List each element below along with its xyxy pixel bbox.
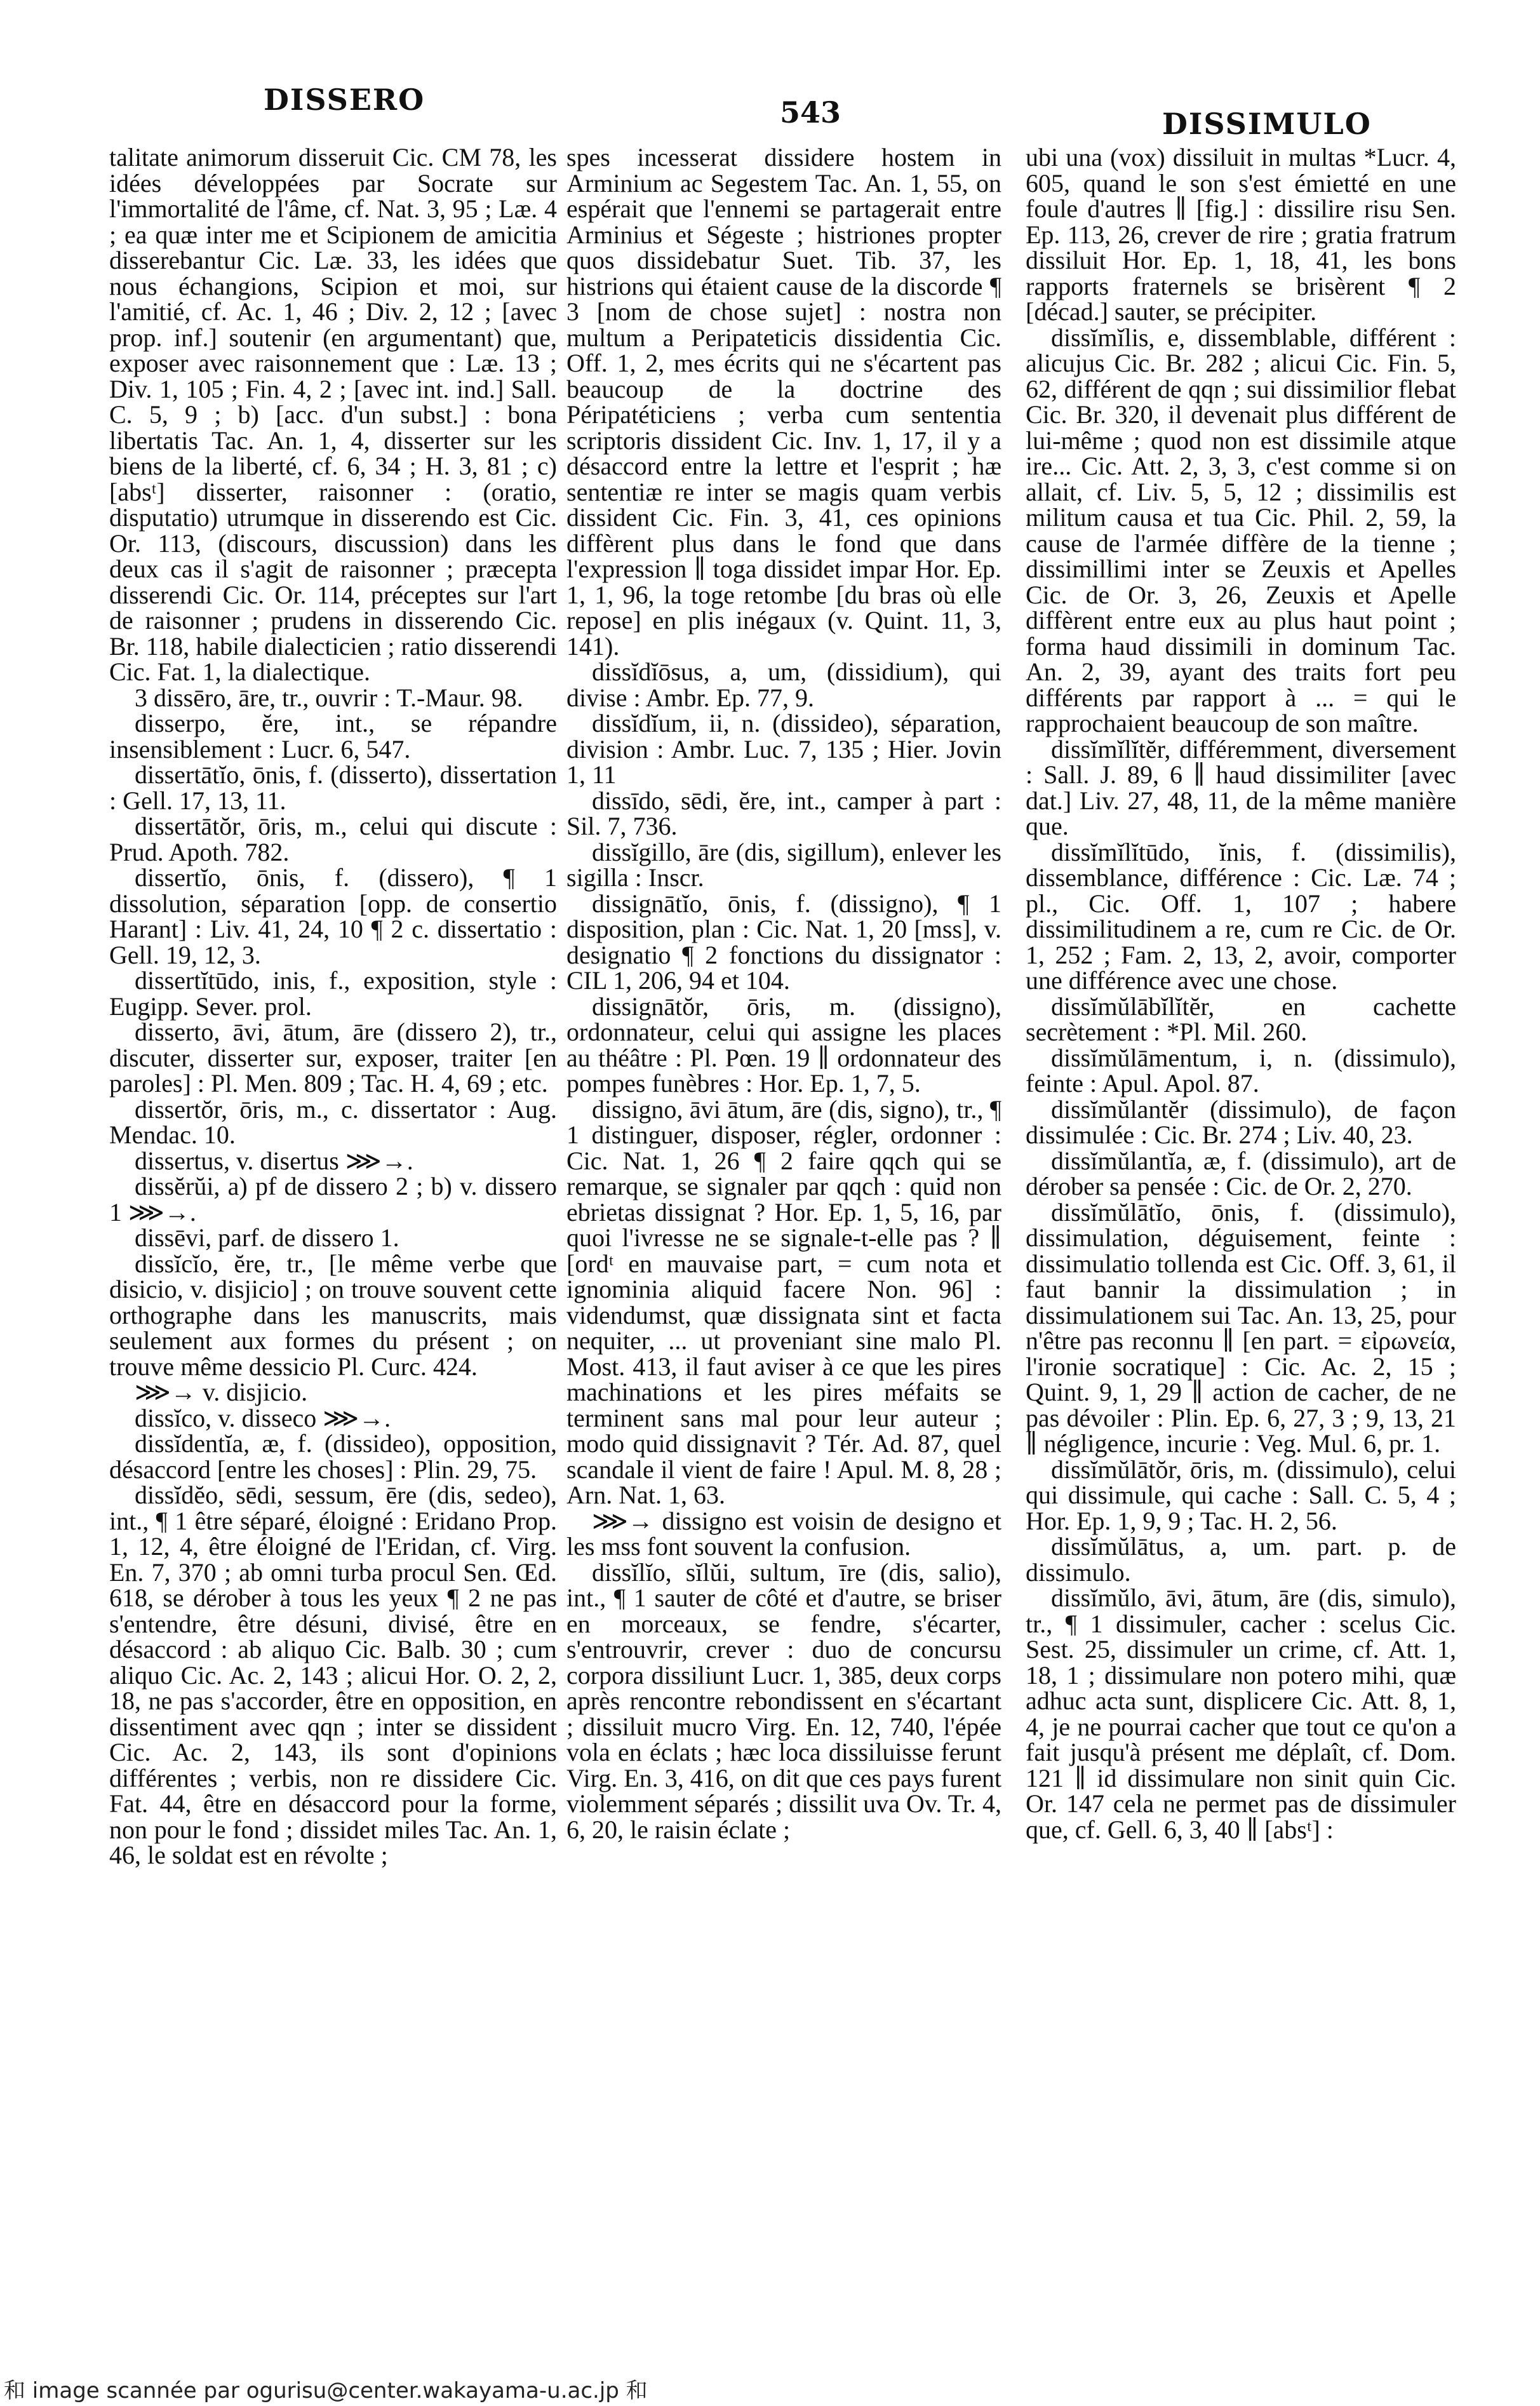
dictionary-entry: dissertātĭo, ōnis, f. (disserto), dissertation : Gell. 17, 13, 11. bbox=[109, 760, 557, 815]
dictionary-entry: ⋙→ v. disjicio. bbox=[135, 1378, 308, 1406]
dictionary-entry: dissĭdĭōsus, a, um, (dissidium), qui divise : Ambr. Ep. 77, 9. bbox=[566, 657, 1001, 712]
dictionary-entry: dissĭmĭlĭtūdo, ĭnis, f. (dissimilis), dissemblance, différence : Cic. Læ. 74 ; pl., Cic. Off. 1, 107 ; habere dissimilitudinem a re, cum re Cic. de Or. 1, 252 ; Fam. 2, 13, 2, avoir, comporter une différence avec une chose. bbox=[1026, 837, 1456, 995]
dictionary-entry: dissĭmŭlāmentum, i, n. (dissimulo), feinte : Apul. Apol. 87. bbox=[1026, 1043, 1456, 1098]
dictionary-entry: dissigno, āvi ātum, āre (dis, signo), tr., ¶ 1 distinguer, disposer, régler, ordonner : Cic. Nat. 1, 26 ¶ 2 faire qqch qui se remarque, se signaler par qqch : quid non ebrietas dissignat ? Hor. Ep. 1, 5, 16, par quoi l'ivresse ne se signale-t-elle pas ? ∥ [ordᵗ en mauvaise part, = cum nota et ignominia aliquid facere Non. 96] : videndumst, quæ dissignata sint et facta nequiter, ... ut proveniant sine malo Pl. Most. 413, il faut aviser à ce que les pires machinations et les pires méfaits se terminent sans mal pour leur auteur ; modo quid dissignavit ? Tér. Ad. 87, quel scandale il vient de faire ! Apul. M. 8, 28 ; Arn. Nat. 1, 63. bbox=[566, 1094, 1001, 1509]
dictionary-entry: dissēvi, parf. de dissero 1. bbox=[135, 1223, 399, 1252]
dictionary-entry: dissĭmŭlātŏr, ōris, m. (dissimulo), celui qui dissimule, qui cache : Sall. C. 5, 4 ; Hor. Ep. 1, 9, 9 ; Tac. H. 2, 56. bbox=[1026, 1455, 1456, 1535]
scan-credit-footer: 和 image scannée par ogurisu@center.wakayama-u.ac.jp 和 bbox=[4, 2378, 648, 2403]
dictionary-entry: dissĭco, v. disseco ⋙→. bbox=[135, 1403, 391, 1432]
dictionary-entry: dissĭlĭo, sĭlŭi, sultum, īre (dis, salio), int., ¶ 1 sauter de côté et d'autre, se briser en morceaux, se fendre, s'écarter, s'entrouvrir, crever : duo de concursu corpora dissiliunt Lucr. 1, 385, deux corps après rencontre rebondissent en s'écartant ; dissiluit mucro Virg. En. 12, 740, l'épée vola en éclats ; hæc loca dissiluisse ferunt Virg. En. 3, 416, on dit que ces pays furent violemment séparés ; dissilit uva Ov. Tr. 4, 6, 20, le raisin éclate ; bbox=[566, 1557, 1001, 1844]
dictionary-entry: dissĭmŭlātĭo, ōnis, f. (dissimulo), dissimulation, déguisement, feinte : dissimulatio tollenda est Cic. Off. 3, 61, il faut bannir la dissimulation ; in dissimulationem sui Tac. An. 13, 25, pour n'être pas reconnu ∥ [en part. = εἰρωνεία, l'ironie socratique] : Cic. Ac. 2, 15 ; Quint. 9, 1, 29 ∥ action de cacher, de ne pas dévoiler : Plin. Ep. 6, 27, 3 ; 9, 13, 21 ∥ négligence, incurie : Veg. Mul. 6, pr. 1. bbox=[1026, 1197, 1456, 1458]
dictionary-entry: dissĭdĕo, sēdi, sessum, ēre (dis, sedeo), int., ¶ 1 être séparé, éloigné : Eridano Prop. 1, 12, 4, être éloigné de l'Eridan, cf. Virg. En. 7, 370 ; ab omni turba procul Sen. Œd. 618, se dérober à tous les yeux ¶ 2 ne pas s'entendre, être désuni, divisé, être en désaccord : ab aliquo Cic. Balb. 30 ; cum aliquo Cic. Ac. 2, 143 ; alicui Hor. O. 2, 2, 18, ne pas s'accorder, être en opposition, en dissentiment avec qqn ; inter se dissident Cic. Ac. 2, 143, ils sont d'opinions différentes ; verbis, non re dissidere Cic. Fat. 44, être en désaccord pour la forme, non pour le fond ; dissidet miles Tac. An. 1, 46, le soldat est en révolte ; bbox=[109, 1481, 557, 1869]
dictionary-entry: dissĭmŭlābĭlĭtĕr, en cachette secrètement : *Pl. Mil. 260. bbox=[1026, 991, 1456, 1046]
dictionary-entry: dissīdo, sēdi, ĕre, int., camper à part : Sil. 7, 736. bbox=[566, 786, 1001, 840]
column-2 bbox=[566, 145, 1001, 2317]
running-head-left: DISSERO bbox=[264, 83, 425, 117]
dictionary-entry: dissĭmŭlantĭa, æ, f. (dissimulo), art de dérober sa pensée : Cic. de Or. 2, 270. bbox=[1026, 1146, 1456, 1200]
dictionary-entry: dissĭdentĭa, æ, f. (dissideo), opposition, désaccord [entre les choses] : Plin. 29, 75. bbox=[109, 1429, 557, 1484]
dictionary-entry: ubi una (vox) dissiluit in multas *Lucr. 4, 605, quand le son s'est émietté en une foule d'autres ∥ [fig.] : dissilire risu Sen. Ep. 113, 26, crever de rire ; gratia fratrum dissiluit Hor. Ep. 1, 18, 41, les bons rapports fraternels se brisèrent ¶ 2 [décad.] sauter, se précipiter. bbox=[1026, 145, 1456, 326]
dictionary-entry: dissĭmŭlātus, a, um. part. p. de dissimulo. bbox=[1026, 1532, 1456, 1587]
dictionary-entry: talitate animorum disseruit Cic. CM 78, les idées développées par Socrate sur l'immortalité de l'âme, cf. Nat. 3, 95 ; Læ. 4 ; ea quæ inter me et Scipionem de amicitia disserebantur Cic. Læ. 33, les idées que nous échangions, Scipion et moi, sur l'amitié, cf. Ac. 1, 46 ; Div. 2, 12 ; [avec prop. inf.] soutenir (en argumentant) que, exposer avec raisonnement que : Læ. 13 ; Div. 1, 105 ; Fin. 4, 2 ; [avec int. ind.] Sall. C. 5, 9 ; b) [acc. d'un subst.] : bona libertatis Tac. An. 1, 4, disserter sur les biens de la liberté, cf. 6, 34 ; H. 3, 81 ; c) [absᵗ] disserter, raisonner : (oratio, disputatio) utrumque in disserendo est Cic. Or. 113, (discours, discussion) dans les deux cas il s'agit de raisonner ; præcepta disserendi Cic. Or. 114, préceptes sur l'art de raisonner ; prudens in disserendo Cic. Br. 118, habile dialecticien ; ratio disserendi Cic. Fat. 1, la dialectique. bbox=[109, 145, 557, 686]
dictionary-entry: dissĭdĭum, ii, n. (dissideo), séparation, division : Ambr. Luc. 7, 135 ; Hier. Jovin 1, 11 bbox=[566, 709, 1001, 789]
dictionary-entry: dissĭcĭo, ĕre, tr., [le même verbe que disicio, v. disjicio] ; on trouve souvent cette orthographe dans les manuscrits, mais seulement aux formes du présent ; on trouve même dessicio Pl. Curc. 424. bbox=[109, 1249, 557, 1381]
dictionary-entry: dissĭmĭlĭtĕr, différemment, diversement : Sall. J. 89, 6 ∥ haud dissimiliter [avec dat.] Liv. 27, 48, 11, de la même manière que. bbox=[1026, 734, 1456, 840]
column-3 bbox=[1026, 145, 1456, 2317]
dictionary-entry: disserpo, ĕre, int., se répandre insensiblement : Lucr. 6, 547. bbox=[109, 709, 557, 763]
dictionary-entry: dissertus, v. disertus ⋙→. bbox=[135, 1146, 413, 1175]
dictionary-entry: dissignātĭo, ōnis, f. (dissigno), ¶ 1 disposition, plan : Cic. Nat. 1, 20 [mss], v. designatio ¶ 2 fonctions du dissignator : CIL 1, 206, 94 et 104. bbox=[566, 889, 1001, 995]
dictionary-entry: dissĭmŭlo, āvi, ātum, āre (dis, simulo), tr., ¶ 1 dissimuler, cacher : scelus Cic. Sest. 25, dissimuler un crime, cf. Att. 1, 18, 1 ; dissimulare non potero mihi, quæ adhuc acta sunt, displicere Cic. Att. 8, 1, 4, je ne pourrai cacher que tout ce qu'on a fait jusqu'à présent me déplaît, cf. Dom. 121 ∥ id dissimulare non sinit quin Cic. Or. 147 cela ne permet pas de dissimuler que, cf. Gell. 6, 3, 40 ∥ [absᵗ] : bbox=[1026, 1583, 1456, 1844]
dictionary-entry: dissignātŏr, ōris, m. (dissigno), ordonnateur, celui qui assigne les places au théâtre : Pl. Pœn. 19 ∥ ordonnateur des pompes funèbres : Hor. Ep. 1, 7, 5. bbox=[566, 991, 1001, 1098]
dictionary-entry: dissĕrŭi, a) pf de dissero 2 ; b) v. dissero 1 ⋙→. bbox=[109, 1172, 557, 1227]
dictionary-entry: disserto, āvi, ātum, āre (dissero 2), tr., discuter, disserter sur, exposer, traiter [en paroles] : Pl. Men. 809 ; Tac. H. 4, 69 ; etc. bbox=[109, 1018, 557, 1098]
dictionary-entry: dissertĭo, ōnis, f. (dissero), ¶ 1 dissolution, séparation [opp. de consertio Harant] : Liv. 41, 24, 10 ¶ 2 c. dissertatio : Gell. 19, 12, 3. bbox=[109, 863, 557, 969]
page-header bbox=[0, 83, 1540, 140]
running-head-right: DISSIMULO bbox=[1162, 107, 1372, 141]
page-number: 543 bbox=[780, 95, 841, 130]
dictionary-entry: ⋙→ dissigno est voisin de designo et les mss font souvent la confusion. bbox=[566, 1506, 1001, 1561]
dictionary-entry: dissĭmŭlantĕr (dissimulo), de façon dissimulée : Cic. Br. 274 ; Liv. 40, 23. bbox=[1026, 1094, 1456, 1149]
dictionary-entry: 3 dissēro, āre, tr., ouvrir : T.-Maur. 98. bbox=[135, 683, 523, 712]
dictionary-entry: dissĭmĭlis, e, dissemblable, différent : alicujus Cic. Br. 282 ; alicui Cic. Fin. 5, 62, différent de qqn ; sui dissimilior flebat Cic. Br. 320, il devenait plus différent de lui-même ; quod non est dissimile atque ire... Cic. Att. 2, 3, 3, c'est comme si on allait, cf. Liv. 5, 5, 12 ; dissimilis est militum causa et tua Cic. Phil. 2, 59, la cause de l'armée diffère de la tienne ; dissimillimi inter se Zeuxis et Apelles Cic. de Or. 3, 26, Zeuxis et Apelle diffèrent entre eux au plus haut point ; forma haud dissimili in dominum Tac. An. 2, 39, ayant des traits fort peu différents par rapport à ... = qui le rapprochaient beaucoup de son maître. bbox=[1026, 323, 1456, 737]
dictionary-entry: dissertĭtūdo, inis, f., exposition, style : Eugipp. Sever. prol. bbox=[109, 966, 557, 1021]
dictionary-entry: dissĭgillo, āre (dis, sigillum), enlever les sigilla : Inscr. bbox=[566, 837, 1001, 892]
column-1 bbox=[109, 145, 557, 2317]
dictionary-entry: spes incesserat dissidere hostem in Arminium ac Segestem Tac. An. 1, 55, on espérait que l'ennemi se partagerait entre Arminius et Ségeste ; histriones propter quos dissidebatur Suet. Tib. 37, les histrions qui étaient cause de la discorde ¶ 3 [nom de chose sujet] : nostra non multum a Peripateticis dissidentia Cic. Off. 1, 2, mes écrits qui ne s'écartent pas beaucoup de la doctrine des Péripatéticiens ; verba cum sententia scriptoris dissident Cic. Inv. 1, 17, il y a désaccord entre la lettre et l'esprit ; hæ sententiæ re inter se magis quam verbis dissident Cic. Fin. 3, 41, ces opinions diffèrent plus dans le fond que dans l'expression ∥ toga dissidet impar Hor. Ep. 1, 1, 96, la toge retombe [du bras où elle repose] en plis inégaux (v. Quint. 11, 3, 141). bbox=[566, 145, 1001, 661]
dictionary-entry: dissertātŏr, ōris, m., celui qui discute : Prud. Apoth. 782. bbox=[109, 812, 557, 866]
dictionary-entry: dissertŏr, ōris, m., c. dissertator : Aug. Mendac. 10. bbox=[109, 1094, 557, 1149]
